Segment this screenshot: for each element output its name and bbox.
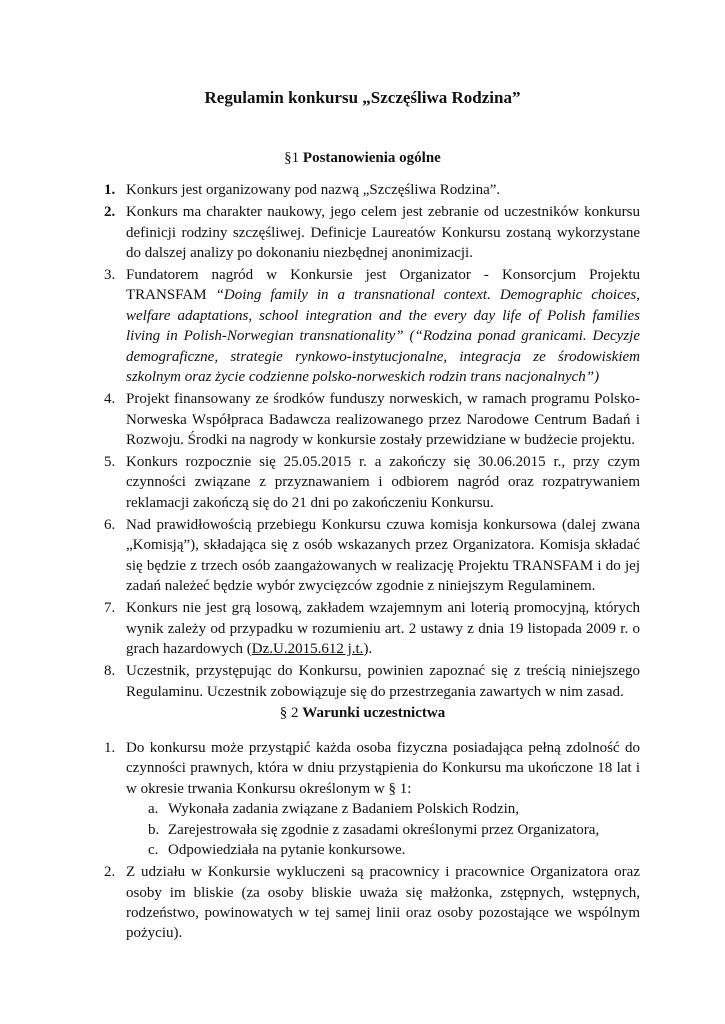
list-item: [104, 738, 640, 860]
item-text-end: ).: [363, 641, 373, 658]
item-number: 1.: [104, 182, 116, 198]
list-item: [104, 515, 640, 597]
list-item: [104, 598, 640, 659]
section-2-list: [104, 738, 640, 945]
document-title: Regulamin konkursu „Szczęśliwa Rodzina”: [204, 88, 521, 107]
item-text: Uczestnik, przystępując do Konkursu, powinien zapoznać się z treścią niniejszego Regulaminu. Uczestnik zobowiązuje się do przestrzegania zawartych w nim zasad.: [126, 663, 640, 700]
item-number: 5.: [104, 454, 116, 471]
section-1-title: Postanowienia ogólne: [302, 150, 441, 166]
section-1-number: §1: [284, 150, 300, 166]
section-2-number: § 2: [279, 705, 299, 721]
item-text: Nad prawidłowością przebiegu Konkursu czuwa komisja konkursowa (dalej zwana „Komisją”), składająca się z osób wskazanych przez Organizatora. Komisja składać się będzie z trzech osób zaangażowanych w realizację Projektu TRANSFAM i do jej zadań należeć będzie wybór zwycięzców zgodnie z niniejszym Regulaminem.: [126, 516, 640, 595]
item-number: 4.: [104, 391, 116, 408]
list-item: [104, 862, 640, 944]
item-number: 2.: [104, 864, 116, 881]
section-1-list: [104, 180, 640, 704]
item-number: 3.: [104, 267, 116, 283]
sub-list: [126, 799, 640, 860]
item-number: 6.: [104, 516, 116, 533]
section-1-heading: [0, 150, 725, 167]
sub-item-letter: a.: [148, 801, 159, 818]
item-text: Z udziału w Konkursie wykluczeni są pracownicy i pracownice Organizatora oraz osoby im bliskie (za osoby bliskie uważa się małżonka, zstępnych, wstępnych, rodzeństwo, powinowatych w tej samej linii oraz osoby pozostające we wspólnym pożyciu).: [126, 864, 640, 942]
sub-item-letter: c.: [148, 842, 159, 859]
item-text: Do konkursu może przystąpić każda osoba fizyczna posiadająca pełną zdolność do czynności prawnych, która w dniu przystąpienia do Konkursu ma ukończone 18 lat i w okresie trwania Konkursu określonym w § 1:: [126, 740, 640, 797]
list-item: [104, 661, 640, 702]
legal-reference-link[interactable]: Dz.U.2015.612 j.t.: [251, 641, 364, 658]
item-text: Konkurs rozpocznie się 25.05.2015 r. a zakończy się 30.06.2015 r., przy czym czynności związane z przyznawaniem i odbiorem nagród oraz rozpatrywaniem reklamacji zakończą się do 21 dni po zakończeniu Konkursu.: [126, 454, 640, 511]
item-text: Konkurs nie jest grą losową, zakładem wzajemnym ani loterią promocyjną, których wynik zależy od przypadku w rozumieniu art. 2 ustawy z dnia 19 listopada 2009 r. o grach hazardowych (: [126, 600, 640, 658]
item-text: Projekt finansowany ze środków funduszy norweskich, w ramach programu Polsko-Norweska Współpraca Badawcza realizowanego przez Narodowe Centrum Badań i Rozwoju. Środki na nagrody w konkursie zostały przewidziane w budżecie projektu.: [126, 391, 640, 448]
sub-item-text: Zarejestrowała się zgodnie z zasadami określonymi przez Organizatora,: [168, 821, 600, 838]
sub-list-item: [126, 840, 640, 860]
sub-list-item: [126, 799, 640, 819]
list-item: [104, 180, 640, 200]
item-number: 1.: [104, 740, 116, 756]
item-text: Fundatorem nagród w Konkursie jest Organizator - Konsorcjum Projektu TRANSFAM: [126, 267, 640, 304]
item-text: Konkurs jest organizowany pod nazwą „Szczęśliwa Rodzina”.: [126, 182, 501, 198]
section-2-title: Warunki uczestnictwa: [302, 705, 446, 721]
sub-list-item: [126, 820, 640, 840]
section-2-heading: [0, 705, 725, 722]
sub-item-letter: b.: [148, 821, 160, 838]
sub-item-text: Wykonała zadania związane z Badaniem Polskich Rodzin,: [168, 801, 520, 818]
item-number: 2.: [104, 204, 116, 221]
item-number: 7.: [104, 600, 116, 617]
list-item: [104, 452, 640, 513]
project-title-italic: “Doing family in a transnational context. Demographic choices, welfare adaptations, school integration and the every day life of Polish families living in Polish-Norwegian transnationality” (“Rodzina ponad granicami. Decyzje demograficzne, strategie rynkowo-instytucjonalne, integracja ze środowiskiem szkolnym oraz życie codzienne polsko-norweskich rodzin trans nacjonalnych”): [126, 287, 641, 386]
sub-item-text: Odpowiedziała na pytanie konkursowe.: [168, 842, 406, 859]
list-item: [104, 389, 640, 450]
item-text: Konkurs ma charakter naukowy, jego celem jest zebranie od uczestników konkursu definicji rodziny szczęśliwej. Definicje Laureatów Konkursu zostaną wykorzystane do dalszej analizy po dokonaniu niezbędnej anonimizacji.: [126, 204, 640, 261]
list-item: [104, 202, 640, 263]
item-number: 8.: [104, 663, 116, 680]
list-item: [104, 265, 640, 387]
